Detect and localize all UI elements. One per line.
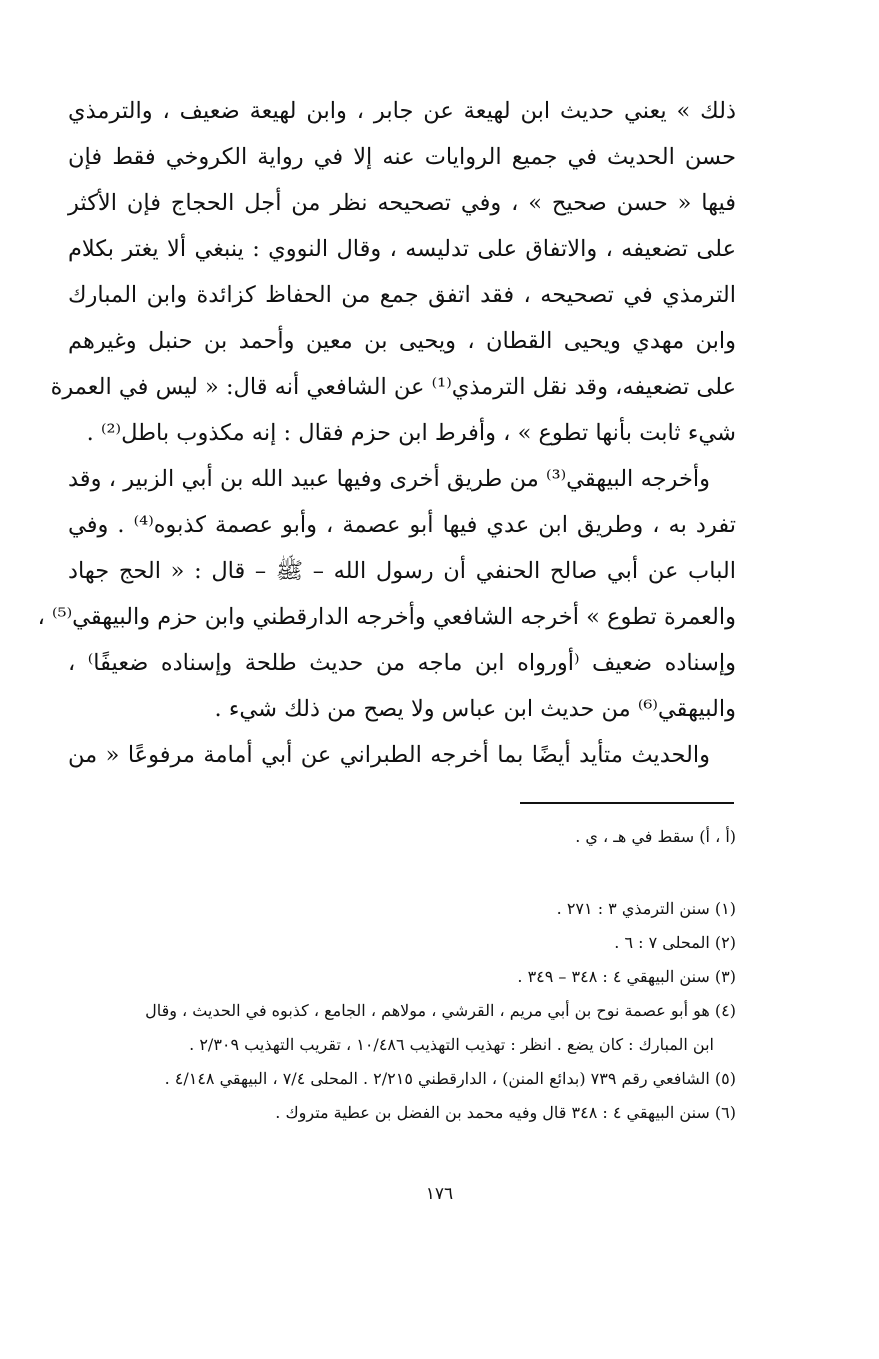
footnotes-block <box>68 892 736 1130</box>
main-text-line: شيء ثابت بأنها تطوع » ، وأفرط ابن حزم فقال : إنه مكذوب باطل⁽²⁾ . <box>86 420 736 446</box>
main-text-line: وأخرجه البيهقي⁽³⁾ من طريق أخرى وفيها عبيد الله بن أبي الزبير ، وقد <box>68 466 710 492</box>
page-number: ١٧٦ <box>425 1184 454 1204</box>
footnote-2: (٢) المحلى ٧ : ٦ . <box>614 933 736 952</box>
main-text-line: وإسناده ضعيف ⁽أورواه ابن ماجه من حديث طلحة وإسناده ضعيفًا⁾ ، <box>68 650 736 676</box>
footnote-1: (١) سنن الترمذي ٣ : ٢٧١ . <box>556 899 736 918</box>
main-text-line: الباب عن أبي صالح الحنفي أن رسول الله – ﷺ – قال : « الحج جهاد <box>68 558 736 584</box>
footnote-6: (٦) سنن البيهقي ٤ : ٣٤٨ قال وفيه محمد بن الفضل بن عطية متروك . <box>275 1103 736 1122</box>
footnote-4: (٤) هو أبو عصمة نوح بن أبي مريم ، القرشي ، مولاهم ، الجامع ، كذبوه في الحديث ، وقال <box>145 1001 736 1020</box>
footnote-divider <box>520 802 734 804</box>
main-text-line: حسن الحديث في جميع الروايات عنه إلا في رواية الكروخي فقط فإن <box>68 144 736 170</box>
main-text-line: والحديث متأيد أيضًا بما أخرجه الطبراني عن أبي أمامة مرفوعًا « من <box>68 742 710 768</box>
main-text-line: على تضعيفه ، والاتفاق على تدليسه ، وقال النووي : ينبغي ألا يغتر بكلام <box>68 236 736 262</box>
main-text-line: تفرد به ، وطريق ابن عدي فيها أبو عصمة ، وأبو عصمة كذبوه⁽⁴⁾ . وفي <box>68 512 737 538</box>
main-text-line: الترمذي في تصحيحه ، فقد اتفق جمع من الحفاظ كزائدة وابن المبارك <box>68 282 736 308</box>
footnote-3: (٣) سنن البيهقي ٤ : ٣٤٨ – ٣٤٩ . <box>517 967 736 986</box>
main-text-line: على تضعيفه، وقد نقل الترمذي⁽¹⁾ عن الشافعي أنه قال: « ليس في العمرة <box>50 374 736 400</box>
footnote-4-continuation: ابن المبارك : كان يضع . انظر : تهذيب التهذيب ١٠/٤٨٦ ، تقريب التهذيب ٢/٣٠٩ . <box>189 1035 714 1054</box>
footnote-5: (٥) الشافعي رقم ٧٣٩ (بدائع المنن) ، الدارقطني ٢/٢١٥ . المحلى ٧/٤ ، البيهقي ٤/١٤٨ . <box>164 1069 736 1088</box>
main-text-line: وابن مهدي ويحيى القطان ، ويحيى بن معين وأحمد بن حنبل وغيرهم <box>68 328 736 354</box>
main-text-line: ذلك » يعني حديث ابن لهيعة عن جابر ، وابن لهيعة ضعيف ، والترمذي <box>68 98 736 124</box>
variant-note <box>68 820 736 854</box>
main-text-line: والعمرة تطوع » أخرجه الشافعي وأخرجه الدارقطني وابن حزم والبيهقي⁽⁵⁾ ، <box>37 604 736 630</box>
main-text-line: فيها « حسن صحيح » ، وفي تصحيحه نظر من أجل الحجاج فإن الأكثر <box>68 190 736 216</box>
main-text-block <box>37 88 737 778</box>
main-text-line: والبيهقي⁽⁶⁾ من حديث ابن عباس ولا يصح من ذلك شيء . <box>214 696 736 722</box>
variant-note-line: (أ ، أ) سقط في هـ ، ي . <box>575 827 736 846</box>
